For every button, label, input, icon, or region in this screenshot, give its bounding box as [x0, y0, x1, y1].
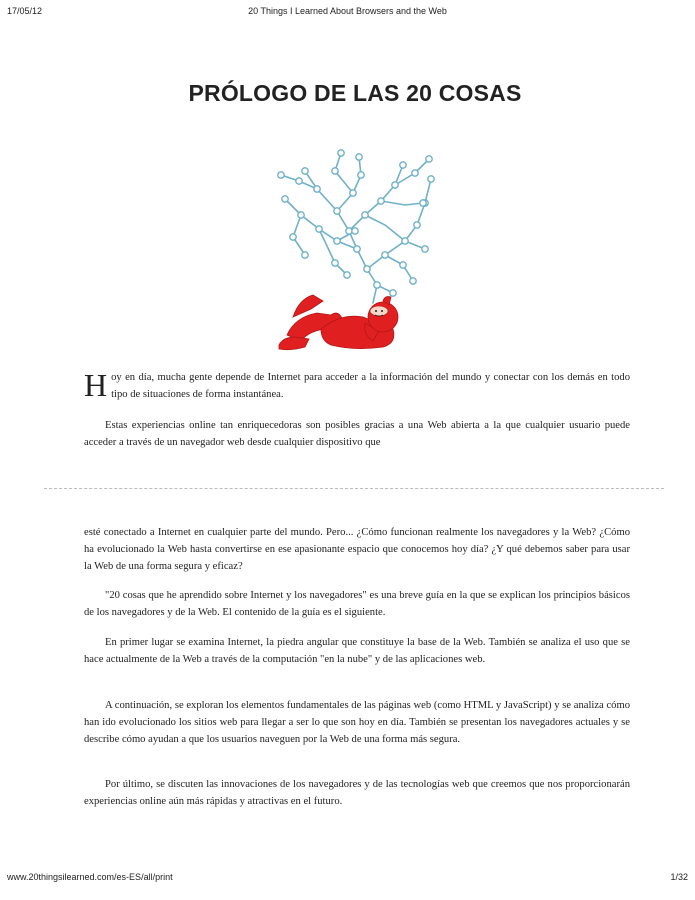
paragraph-3-text: esté conectado a Internet en cualquier parte del mundo. Pero... ¿Cómo funcionan realmente los navegadores y la Web? ¿Cómo ha evolucionado la Web hasta convertirse en ese apasionante espacio que conocemos hoy día? ¿Y qué debemos saber para usar la Web de una forma segura y eficaz?	[84, 527, 630, 572]
paragraph-7-text: Por último, se discuten las innovaciones de los navegadores y de las tecnologías web que creemos que nos proporcionarán experiencias online aún más rápidas y atractivas en el futuro.	[84, 779, 630, 807]
paragraph-6	[84, 697, 630, 748]
paragraph-6-text: A continuación, se exploran los elementos fundamentales de las páginas web (como HTML y JavaScript) y se analiza cómo han ido evolucionado los sitios web para llegar a ser lo que son hoy en día. También se presentan los navegadores actuales y se describe cómo ayudan a que los usuarios naveguen por la Web de una forma más segura.	[84, 700, 630, 745]
paragraph-7	[84, 776, 630, 810]
print-footer-page-number: 1/32	[670, 872, 688, 882]
paragraph-3	[84, 524, 630, 575]
paragraph-4	[84, 587, 630, 621]
paragraph-2	[84, 417, 630, 451]
drop-cap: H	[84, 367, 108, 403]
paragraph-2-text: Estas experiencias online tan enriquecedoras son posibles gracias a una Web abierta a la que cualquier usuario puede acceder a través de un navegador web desde cualquier dispositivo que	[84, 420, 630, 448]
print-header-title: 20 Things I Learned About Browsers and the Web	[248, 6, 447, 16]
print-header-date: 17/05/12	[7, 6, 43, 16]
paragraph-5	[84, 634, 630, 668]
page-title: PRÓLOGO DE LAS 20 COSAS	[188, 80, 522, 106]
print-footer-url[interactable]: www.20thingsilearned.com/es-ES/all/print	[7, 872, 173, 882]
paragraph-4-text: "20 cosas que he aprendido sobre Internet y los navegadores" es una breve guía en la que se explican los principios básicos de los navegadores y de la Web. El contenido de la guía es el siguiente.	[84, 590, 630, 618]
network-tree-with-red-character-icon	[265, 145, 445, 360]
illustration-svg	[265, 145, 445, 360]
paragraph-intro-text: oy en día, mucha gente depende de Internet para acceder a la información del mundo y conectar con los demás en todo tipo de situaciones de forma instantánea.	[111, 372, 630, 400]
paragraph-intro	[84, 369, 630, 403]
paragraph-5-text: En primer lugar se examina Internet, la piedra angular que constituye la base de la Web. También se analiza el uso que se hace actualmente de la Web a través de la computación "en la nube" y de las aplicaciones web.	[84, 637, 630, 665]
page-break-divider	[44, 488, 664, 489]
